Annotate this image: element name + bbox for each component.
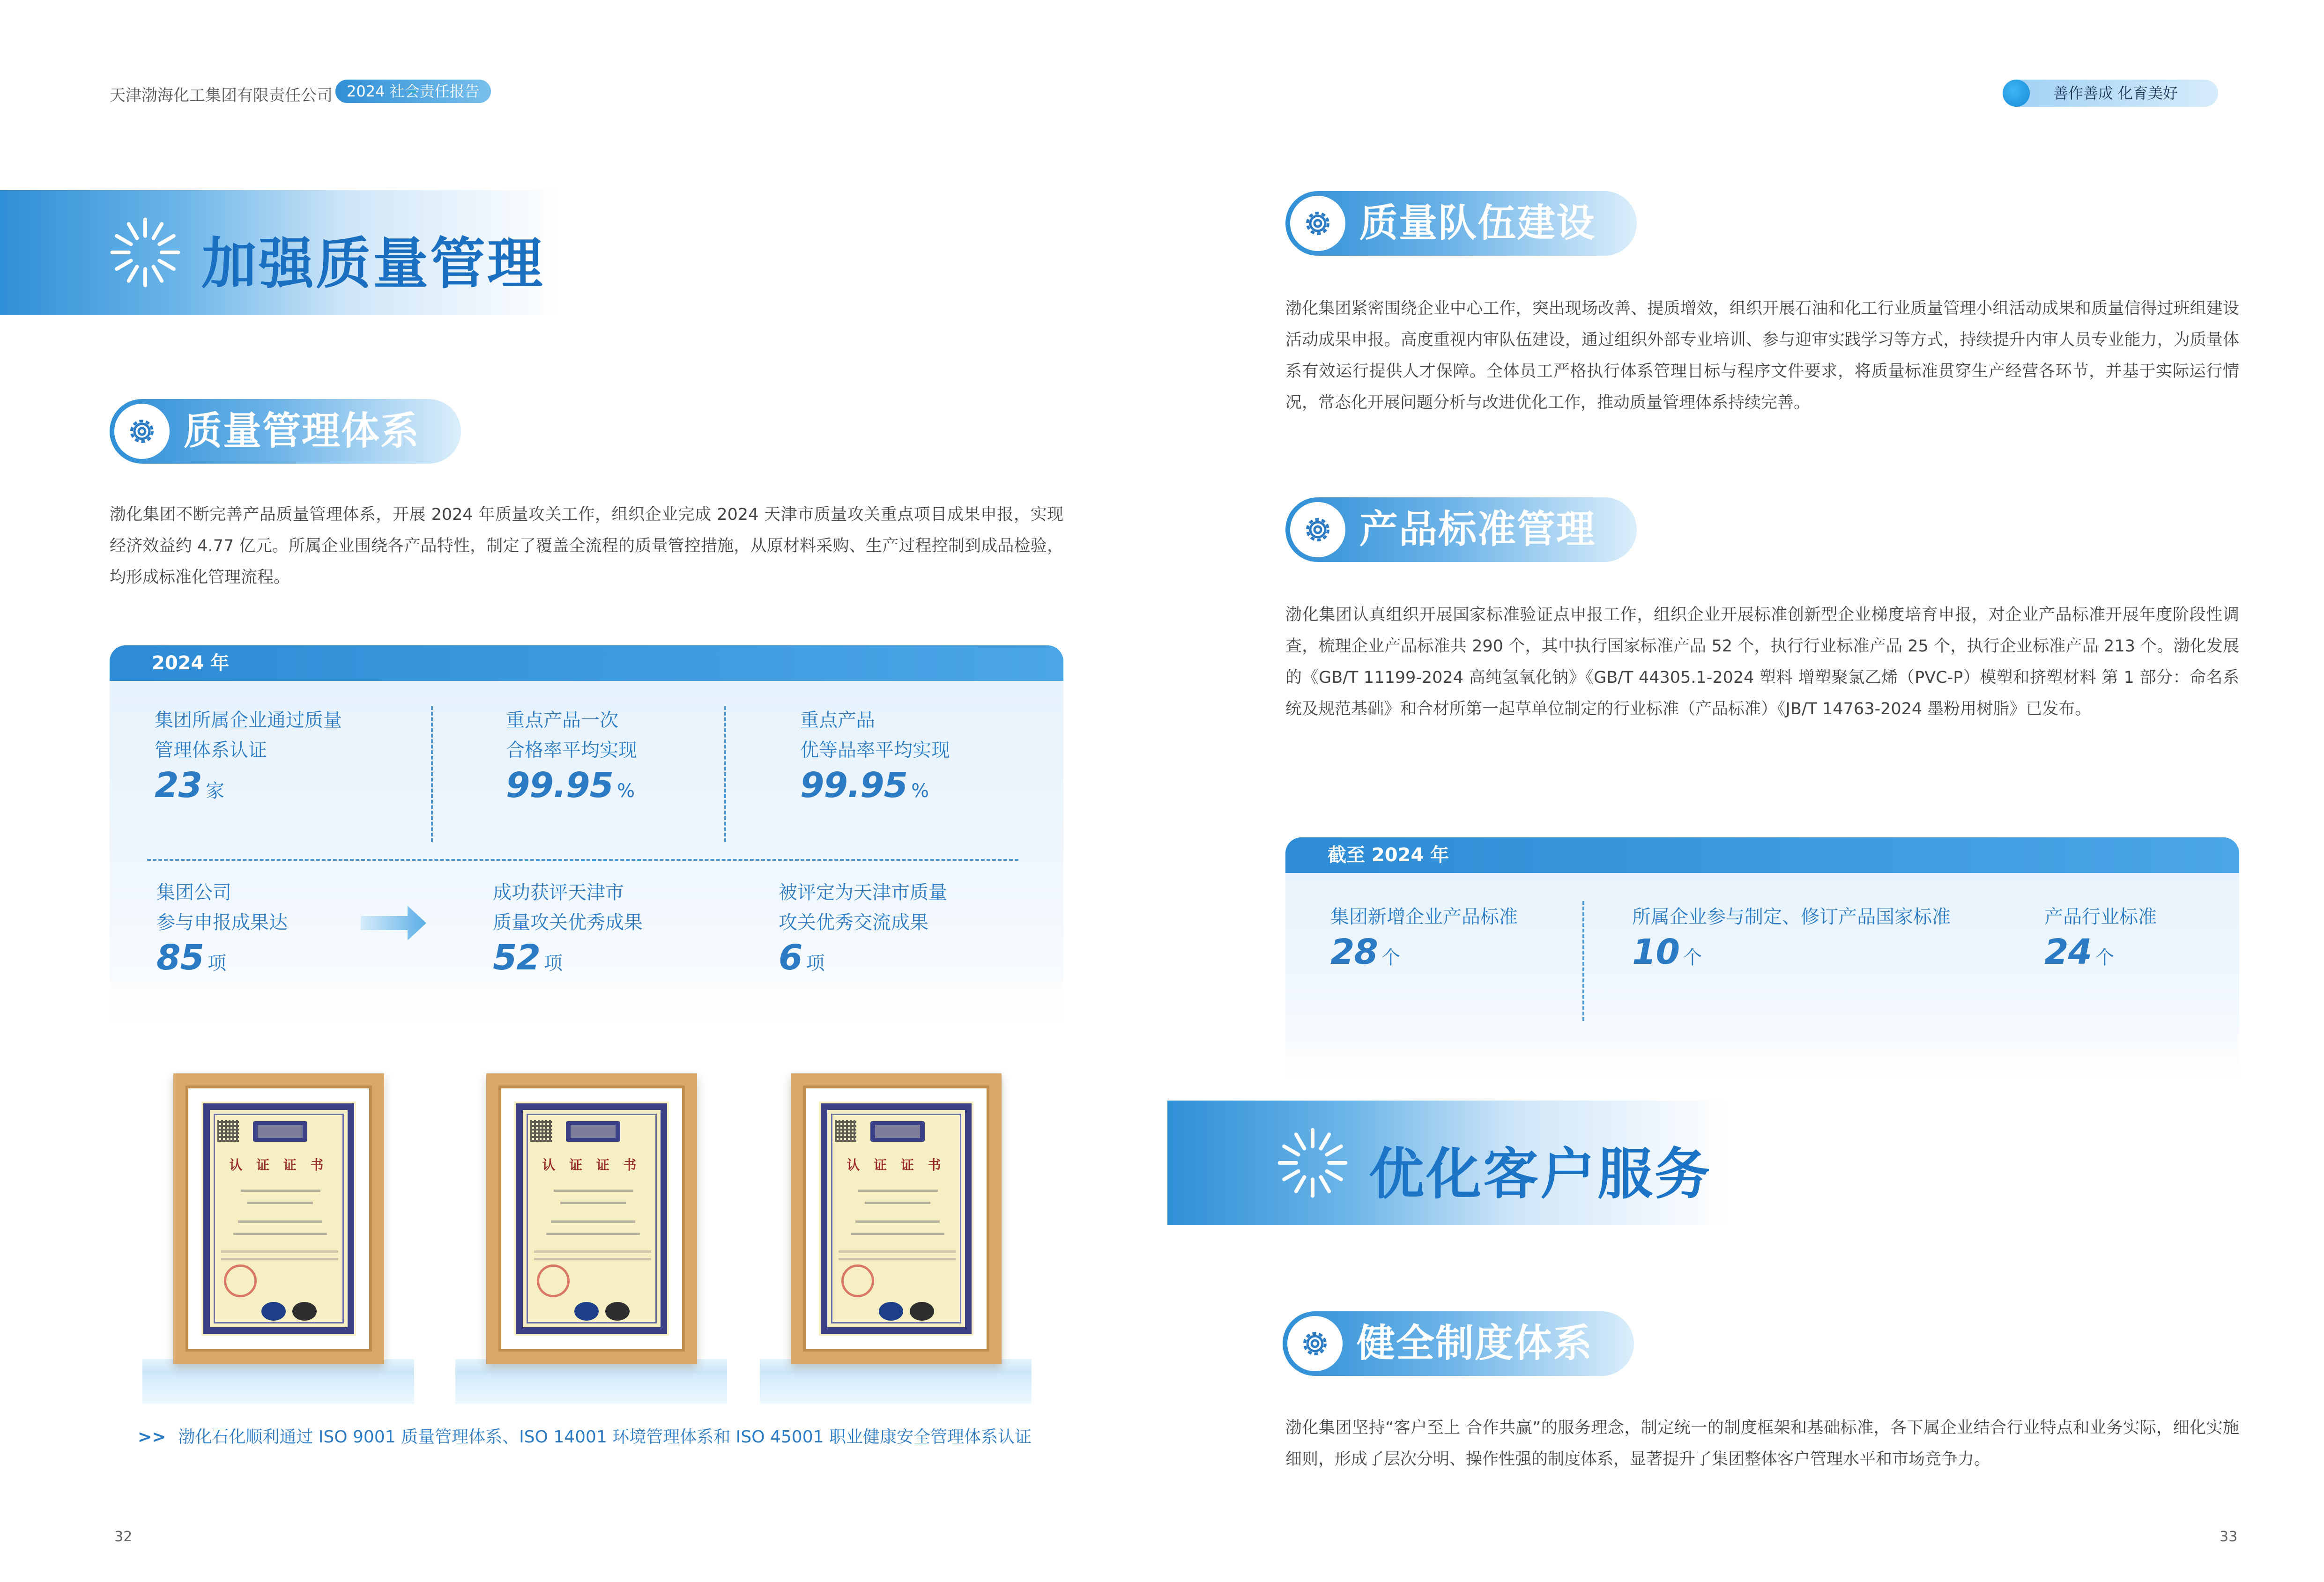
qr-code-icon	[530, 1120, 552, 1142]
divider	[431, 706, 433, 842]
system-paragraph: 渤化集团坚持“客户至上 合作共赢”的服务理念，制定统一的制度框架和基础标准，各下属企业结合行业特点和业务实际，细化实施细则，形成了层次分明、操作性强的制度体系，显著提升了集团整体客户管理水平和市场竞争力。	[1285, 1419, 2239, 1469]
stat-card-2024	[110, 645, 1063, 1029]
stat-value: 85 项	[156, 938, 226, 978]
certificate-heading: 认 证 证 书	[229, 1157, 328, 1173]
qr-code-icon	[835, 1120, 856, 1142]
seal-icon	[224, 1264, 257, 1297]
subheader-title: 质量管理体系	[184, 409, 420, 453]
stat-value: 99.95 %	[506, 765, 635, 806]
stat-value: 99.95 %	[800, 765, 929, 806]
stat-value: 52 项	[493, 938, 562, 978]
stat-value: 24 个	[2044, 932, 2114, 972]
stat-item: 产品行业标准 24 个	[2044, 906, 2157, 972]
stat-item: 集团新增企业产品标准 28 个	[1330, 906, 1518, 972]
certificate-frame	[791, 1073, 1002, 1364]
iaf-mark-icon	[574, 1302, 599, 1321]
podium	[142, 1373, 414, 1404]
subheader-quality-system	[110, 399, 461, 464]
subheader-system	[1283, 1311, 1634, 1376]
stat-value: 23 家	[155, 765, 224, 806]
certificate-heading: 认 证 证 书	[846, 1157, 946, 1173]
iaf-mark-icon	[261, 1302, 286, 1321]
seal-icon	[841, 1264, 874, 1297]
gear-icon	[1299, 205, 1336, 242]
stat-item: 成功获评天津市 质量攻关优秀成果 52 项	[493, 882, 643, 978]
page-number-left: 32	[114, 1529, 133, 1545]
stat-item: 重点产品 优等品率平均实现 99.95 %	[800, 710, 950, 806]
page-number-right: 33	[2220, 1529, 2238, 1545]
arrow-right-icon	[361, 906, 426, 940]
subheader-title: 产品标准管理	[1359, 507, 1596, 552]
section-banner-quality	[0, 190, 562, 315]
stat-item: 集团公司 参与申报成果达 85 项	[156, 882, 288, 978]
certificate-caption	[138, 1424, 1032, 1448]
subheader-title: 健全制度体系	[1357, 1321, 1593, 1366]
certificate-frame	[173, 1073, 384, 1364]
certificate	[821, 1103, 972, 1334]
stat-item: 被评定为天津市质量 攻关优秀交流成果 6 项	[779, 882, 947, 978]
burst-icon	[1275, 1125, 1350, 1200]
podium	[455, 1373, 727, 1404]
certifier-logo	[870, 1121, 925, 1142]
cnas-mark-icon	[605, 1302, 630, 1321]
stat-card-until-2024	[1285, 837, 2239, 1081]
burst-icon	[108, 215, 183, 290]
certificate-heading: 认 证 证 书	[542, 1157, 641, 1173]
certificate	[516, 1103, 667, 1334]
iaf-mark-icon	[879, 1302, 903, 1321]
slogan-badge	[2003, 80, 2218, 107]
subheader-title: 质量队伍建设	[1359, 201, 1596, 245]
divider	[147, 859, 1018, 861]
stat-value: 10 个	[1632, 932, 1701, 972]
stat-value: 6 项	[779, 938, 824, 978]
divider	[724, 706, 726, 842]
subheader-product-standard	[1285, 497, 1637, 562]
caption-marker: >>	[138, 1427, 166, 1447]
cnas-mark-icon	[910, 1302, 934, 1321]
divider	[1582, 901, 1584, 1021]
gear-icon	[1299, 511, 1336, 548]
subheader-quality-team	[1285, 191, 1637, 256]
certificate-frame	[486, 1073, 697, 1364]
gear-icon	[123, 413, 161, 450]
stat-card-year: 截至 2024 年	[1328, 844, 1449, 866]
podium	[760, 1373, 1032, 1404]
seal-icon	[537, 1264, 570, 1297]
report-badge: 2024 社会责任报告	[335, 80, 491, 103]
quality-system-paragraph: 渤化集团不断完善产品质量管理体系，开展 2024 年质量攻关工作，组织企业完成 2024 天津市质量攻关重点项目成果申报，实现经济效益约 4.77 亿元。所属企业围绕各产品特性，制定了覆盖全流程的质量管控措施，从原材料采购、生产过程控制到成品检验，均形成标准化管理流程。	[110, 505, 1063, 587]
certificate	[203, 1103, 354, 1334]
stat-item: 重点产品一次 合格率平均实现 99.95 %	[506, 710, 637, 806]
caption-text: 渤化石化顺利通过 ISO 9001 质量管理体系、ISO 14001 环境管理体系和 ISO 45001 职业健康安全管理体系认证	[178, 1427, 1032, 1447]
stat-card-year: 2024 年	[152, 652, 230, 674]
company-name: 天津渤海化工集团有限责任公司	[110, 86, 333, 105]
cnas-mark-icon	[292, 1302, 317, 1321]
quality-team-paragraph: 渤化集团紧密围绕企业中心工作，突出现场改善、提质增效，组织开展石油和化工行业质量管理小组活动成果和质量信得过班组建设活动成果申报。高度重视内审队伍建设，通过组织外部专业培训、参与迎审实践学习等方式，持续提升内审人员专业能力，为质量体系有效运行提供人才保障。全体员工严格执行体系管理目标与程序文件要求，将质量标准贯穿生产经营各环节，并基于实际运行情况，常态化开展问题分析与改进优化工作，推动质量管理体系持续完善。	[1285, 299, 2239, 412]
certifier-logo	[253, 1121, 307, 1142]
slogan-dot-icon	[2003, 80, 2030, 107]
gear-icon	[1296, 1325, 1334, 1362]
stat-item: 所属企业参与制定、修订产品国家标准 10 个	[1632, 906, 1951, 972]
stat-item: 集团所属企业通过质量 管理体系认证 23 家	[155, 710, 342, 806]
section-banner-customer	[1167, 1101, 1730, 1225]
slogan-text: 善作善成 化育美好	[2053, 84, 2178, 102]
section-title: 加强质量管理	[201, 231, 545, 296]
certifier-logo	[566, 1121, 620, 1142]
stat-value: 28 个	[1330, 932, 1400, 972]
qr-code-icon	[217, 1120, 239, 1142]
section-title: 优化客户服务	[1369, 1142, 1712, 1206]
product-standard-paragraph: 渤化集团认真组织开展国家标准验证点申报工作，组织企业开展标准创新型企业梯度培育申报，对企业产品标准开展年度阶段性调查，梳理企业产品标准共 290 个，其中执行国家标准产品 52 个，执行行业标准产品 25 个，执行企业标准产品 213 个。渤化发展的《GB/T 11199-2024 高纯氢氧化钠》《GB/T 44305.1-2024 塑料 增塑聚氯乙烯（PVC-P）模塑和挤塑材料 第 1 部分：命名系统及规范基础》和合材所第一起草单位制定的行业标准（产品标准）《JB/T 14763-2024 墨粉用树脂》已发布。	[1285, 606, 2239, 718]
